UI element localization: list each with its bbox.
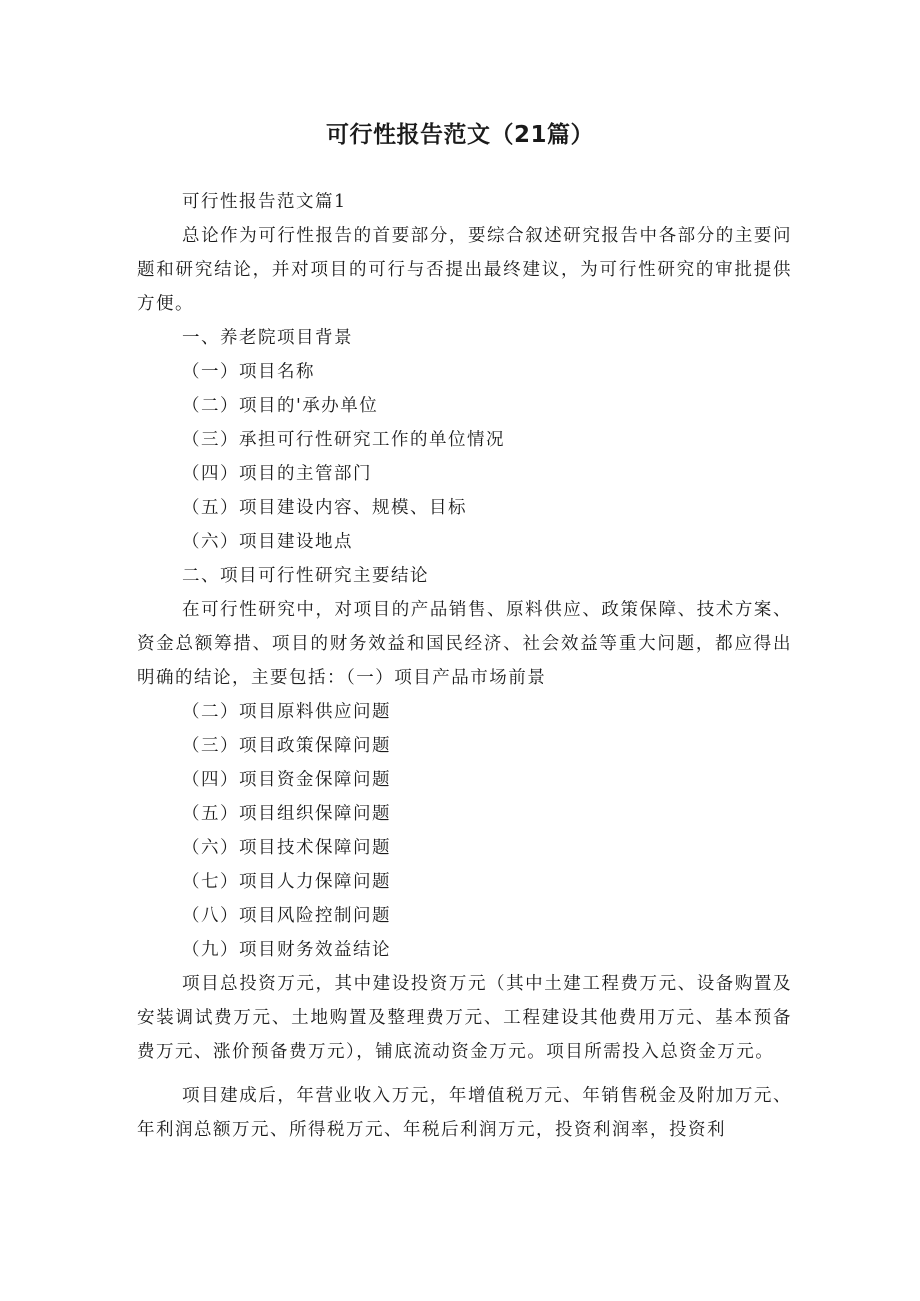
list-item: （九）项目财务效益结论 [182, 940, 391, 960]
list-item: （五）项目组织保障问题 [182, 804, 391, 824]
investment-paragraph: 项目总投资万元，其中建设投资万元（其中土建工程费万元、设备购置及安装调试费万元、土地购置及整理费万元、工程建设其他费用万元、基本预备费万元、涨价预备费万元），铺底流动资金万元。项目所需投入总资金万元。 [137, 974, 792, 1062]
list-item: （六）项目技术保障问题 [182, 838, 391, 858]
list-item: （四）项目的主管部门 [182, 464, 372, 484]
intro-paragraph: 总论作为可行性报告的首要部分，要综合叙述研究报告中各部分的主要问题和研究结论，并对项目的可行与否提出最终建议，为可行性研究的审批提供方便。 [137, 226, 792, 314]
list-item: （二）项目的'承办单位 [182, 396, 379, 416]
document-title: 可行性报告范文（21篇） [325, 122, 594, 148]
part1-heading: 一、养老院项目背景 [182, 328, 353, 348]
list-item: （四）项目资金保障问题 [182, 770, 391, 790]
list-item: （三）项目政策保障问题 [182, 736, 391, 756]
part2-heading: 二、项目可行性研究主要结论 [182, 566, 429, 586]
section-heading: 可行性报告范文篇1 [182, 192, 347, 212]
list-item: （六）项目建设地点 [182, 532, 353, 552]
list-item: （一）项目名称 [182, 362, 315, 382]
list-item: （八）项目风险控制问题 [182, 906, 391, 926]
revenue-paragraph: 项目建成后，年营业收入万元，年增值税万元、年销售税金及附加万元、年利润总额万元、所得税万元、年税后利润万元，投资利润率，投资利 [137, 1086, 792, 1140]
list-item: （二）项目原料供应问题 [182, 702, 391, 722]
list-item: （五）项目建设内容、规模、目标 [182, 498, 467, 518]
part2-intro-paragraph: 在可行性研究中，对项目的产品销售、原料供应、政策保障、技术方案、资金总额筹措、项目的财务效益和国民经济、社会效益等重大问题，都应得出明确的结论，主要包括：（一）项目产品市场前景 [137, 600, 792, 688]
document-body [137, 185, 792, 1147]
list-item: （三）承担可行性研究工作的单位情况 [182, 430, 505, 450]
list-item: （七）项目人力保障问题 [182, 872, 391, 892]
